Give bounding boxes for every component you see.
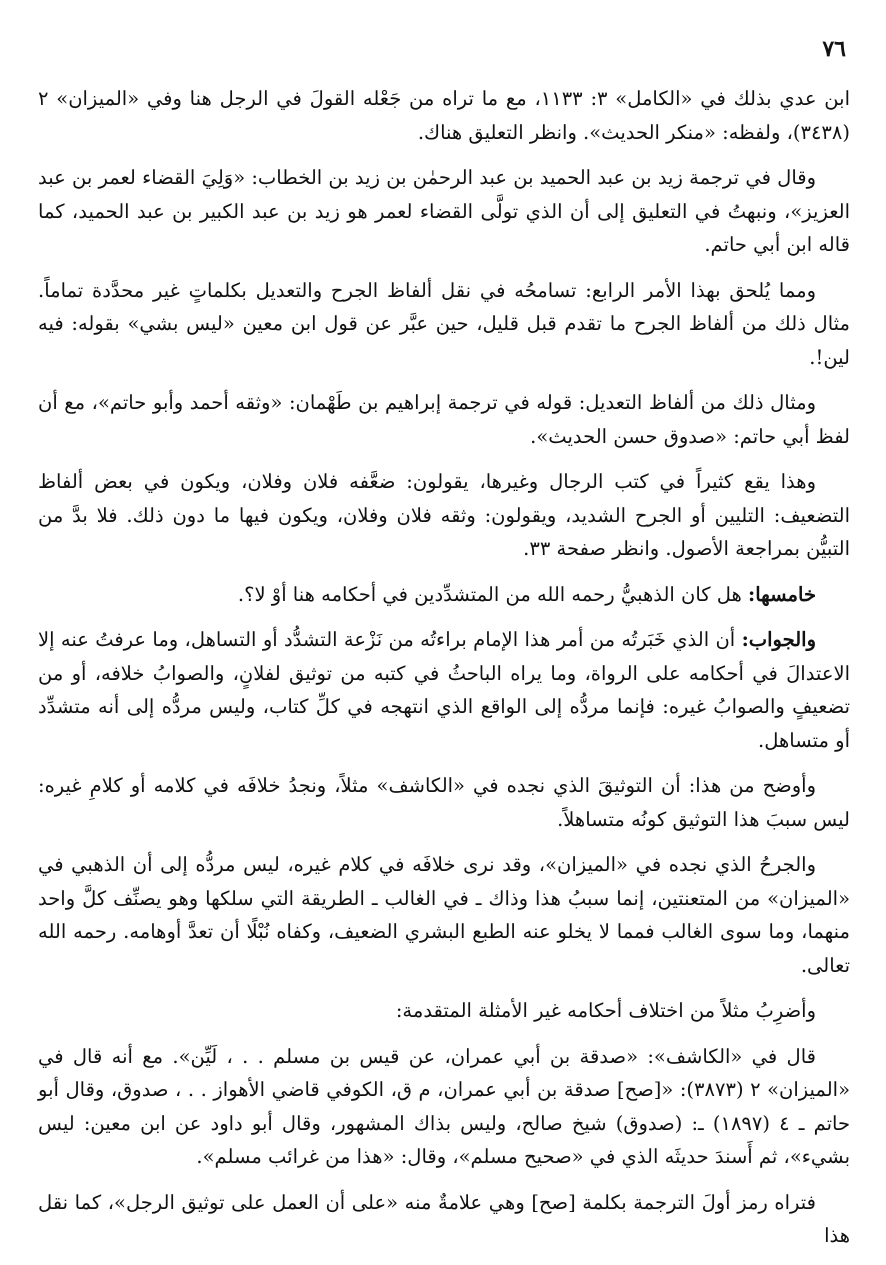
paragraph-text: ومما يُلحق بهذا الأمر الرابع: تسامحُه في نقل ألفاظ الجرح والتعديل بكلماتٍ غير محدَّدة تماماً. مثال ذلك من ألفاظ الجرح ما تقدم قبل قليل، حين عبَّر عن قول ابن معين «ليس بشي» بقوله: فيه لين!. <box>38 278 850 369</box>
paragraph-text: أن الذي خَبَرتُه من أمر هذا الإمام براءتُه من نَزْعة التشدُّد أو التساهل، وما عرفتُ عنه إلا الاعتدالَ في أحكامه على الرواة، وما يراه الباحثُ في كتبه من توثيق لفلانٍ، والصوابُ خلافه، أو من تضعيفٍ والصوابُ غيره: فإنما مردُّه إلى الواقع الذي انتهجه في كلِّ كتاب، وليس مردُّه إلى أنه متشدِّد أو متساهل. <box>38 628 850 752</box>
paragraph-8 <box>38 769 850 836</box>
paragraph-text: ومثال ذلك من ألفاظ التعديل: قوله في ترجمة إبراهيم بن طَهْمان: «وثقه أحمد وأبو حاتم»، مع أن لفظ أبي حاتم: «صدوق حسن الحديث». <box>38 391 850 448</box>
paragraph-lead: خامسها: <box>748 582 816 606</box>
paragraph-text: وأوضح من هذا: أن التوثيقَ الذي نجده في «الكاشف» مثلاً، ونجدُ خلافَه في كلامه أو كلامِ غيره: ليس سببَ هذا التوثيق كونُه متساهلاً. <box>38 774 850 831</box>
paragraph-text: وأضرِبُ مثلاً من اختلاف أحكامه غير الأمثلة المتقدمة: <box>395 999 816 1022</box>
paragraph-9 <box>38 848 850 982</box>
paragraph-text: ابن عدي بذلك في «الكامل» ٣: ١١٣٣، مع ما تراه من جَعْله القولَ في الرجل هنا وفي «الميزان» ٢ (٣٤٣٨)، ولفظه: «منكر الحديث». وانظر التعليق هناك. <box>38 87 850 144</box>
paragraph-text: وقال في ترجمة زيد بن عبد الحميد بن عبد الرحمٰن بن زيد بن الخطاب: «وَلِيَ القضاء لعمر بن عبد العزيز»، ونبهتُ في التعليق إلى أن الذي تولَّى القضاء لعمر هو زيد بن عبد الكبير بن عبد الحميد، كما قاله ابن أبي حاتم. <box>38 166 850 256</box>
page-body <box>38 82 850 1265</box>
paragraph-7 <box>38 623 850 757</box>
paragraph-text: والجرحُ الذي نجده في «الميزان»، وقد نرى خلافَه في كلام غيره، ليس مردُّه إلى أن الذهبي في «الميزان» من المتعنتين، إنما سببُ هذا وذاك ـ في الغالب ـ الطريقة التي سلكها وهو يصنِّف كلَّ واحد منهما، وما سوى الغالب فمما لا يخلو عنه الطبع البشري الضعيف، وكفاه نُبْلًا أن تعدَّ أوهامه. رحمه الله تعالى. <box>38 853 850 977</box>
paragraph-1 <box>38 82 850 149</box>
paragraph-11 <box>38 1040 850 1174</box>
paragraph-2 <box>38 161 850 262</box>
paragraph-12 <box>38 1186 850 1253</box>
paragraph-text: قال في «الكاشف»: «صدقة بن أبي عمران، عن قيس بن مسلم . . ، لَيِّن». مع أنه قال في «الميزان» ٢ (٣٨٧٣): «[صح] صدقة بن أبي عمران، م ق، الكوفي قاضي الأهواز . . ، صدوق، وقال أبو حاتم ـ ٤ (١٨٩٧) ـ: (صدوق) شيخ صالح، وليس بذاك المشهور، وقال أبو داود عن ابن معين: ليس بشيء»، ثم أَسندَ حديثَه الذي في «صحيح مسلم»، وقال: «هذا من غرائب مسلم». <box>38 1044 851 1168</box>
paragraph-3 <box>38 274 850 375</box>
paragraph-text: وهذا يقع كثيراً في كتب الرجال وغيرها، يقولون: ضعَّفه فلان وفلان، ويكون في بعض ألفاظ التضعيف: التليين أو الجرح الشديد، ويقولون: وثقه فلان وفلان، ويكون فيها ما دون ذلك. فلا بدَّ من التبيُّن بمراجعة الأصول. وانظر صفحة ٣٣. <box>38 470 850 560</box>
paragraph-4 <box>38 386 850 453</box>
paragraph-text: هل كان الذهبيُّ رحمه الله من المتشدِّدين في أحكامه هنا أوْ لا؟. <box>237 582 749 606</box>
paragraph-text: فتراه رمز أولَ الترجمة بكلمة [صح] وهي علامةٌ منه «على أن العمل على توثيق الرجل»، كما نقل هذا <box>38 1190 850 1247</box>
paragraph-10 <box>38 994 850 1028</box>
paragraph-lead: والجواب: <box>741 628 816 651</box>
paragraph-6 <box>38 578 850 612</box>
page-number: ٧٦ <box>822 36 846 62</box>
paragraph-5 <box>38 465 850 566</box>
